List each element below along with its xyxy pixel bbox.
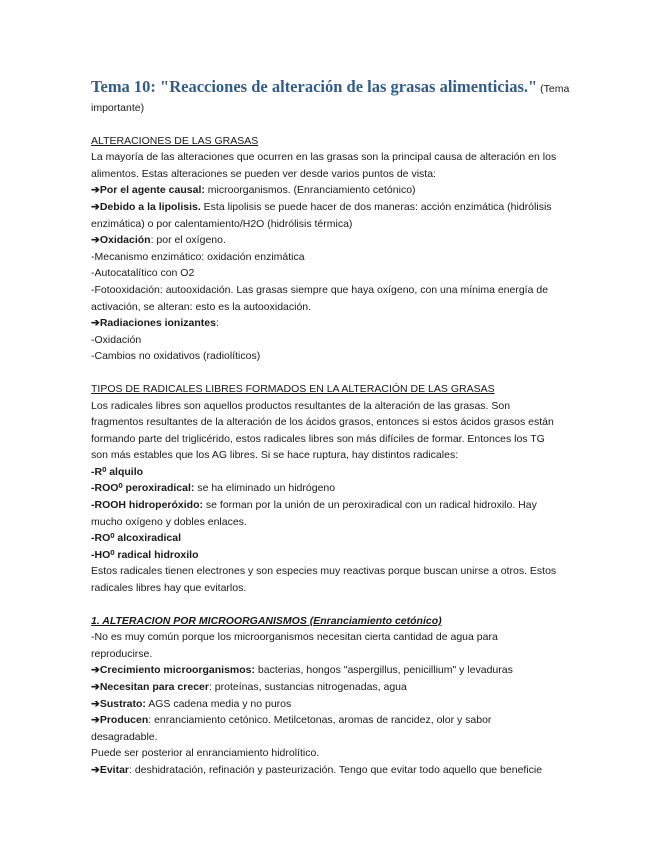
spacer	[91, 365, 571, 381]
radical-text: se ha eliminado un hidrógeno	[194, 482, 336, 495]
arrow-icon: ➔	[91, 697, 100, 710]
bullet-label: Sustrato:	[99, 697, 146, 710]
radical-item	[91, 530, 571, 547]
paragraph: alimentos. Estas alteraciones se pueden ver desde varios puntos de vista:	[91, 167, 436, 180]
spacer	[91, 117, 571, 133]
radical-label: -HO⁰ radical hidroxilo	[91, 548, 199, 561]
arrow-icon: ➔	[91, 714, 100, 727]
arrow-icon: ➔	[91, 317, 100, 330]
list-item: -Autocatalítico con O2	[91, 267, 195, 280]
list-item: -Mecanismo enzimático: oxidación enzimática	[91, 250, 305, 263]
bullet-text: AGS cadena media y no puros	[145, 697, 292, 710]
paragraph: son más estables que los AG libres. Si se hace ruptura, hay distintos radicales:	[91, 449, 459, 462]
radical-item	[91, 547, 571, 564]
paragraph: La mayoría de las alteraciones que ocurren en las grasas son la principal causa de alteración en los	[91, 151, 557, 164]
arrow-icon: ➔	[91, 681, 100, 693]
radical-label: -ROO⁰ peroxiradical:	[91, 482, 195, 495]
bullet-item	[91, 662, 571, 679]
paragraph: Puede ser posterior al enranciamiento hidrolítico.	[91, 747, 320, 760]
title-note-open: (Tema	[537, 83, 570, 95]
bullet-item	[91, 315, 571, 332]
bullet-item	[91, 696, 571, 713]
paragraph: desagradable.	[91, 730, 158, 743]
section-heading-microorganismos: 1. ALTERACION POR MICROORGANISMOS (Enranciamiento cetónico)	[91, 614, 442, 627]
paragraph: formando parte del triglicérido, estos radicales libres son más difíciles de formar. Entonces los TG	[91, 432, 545, 445]
arrow-icon: ➔	[91, 234, 100, 247]
title-main: Tema 10: "Reacciones de alteración de las grasas alimenticias."	[91, 77, 538, 96]
bullet-item	[91, 762, 571, 779]
bullet-label: Oxidación	[99, 234, 151, 247]
bullet-text: bacterias, hongos "aspergillus, penicillium" y levaduras	[255, 664, 513, 677]
paragraph: enzimática) o por calentamiento/H2O (hidrólisis térmica)	[91, 217, 353, 230]
bullet-text: microorganismos. (Enranciamiento cetónico)	[204, 184, 416, 197]
radical-item	[91, 497, 571, 514]
paragraph: activación, se alteran: esto es la autooxidación.	[91, 300, 312, 313]
arrow-icon: ➔	[91, 664, 100, 677]
bullet-text: : enranciamiento cetónico. Metilcetonas, aromas de rancidez, olor y sabor	[148, 714, 492, 727]
title-note-close: importante)	[91, 102, 145, 114]
bullet-label: Por el agente causal:	[99, 184, 205, 197]
arrow-icon: ➔	[91, 200, 100, 213]
paragraph: mucho oxígeno y dobles enlaces.	[91, 515, 247, 528]
spacer	[91, 597, 571, 613]
bullet-item	[91, 232, 571, 249]
bullet-label: Crecimiento microorganismos:	[99, 664, 256, 677]
section-heading-radicales: TIPOS DE RADICALES LIBRES FORMADOS EN LA ALTERACIÓN DE LAS GRASAS	[91, 382, 495, 395]
paragraph: Los radicales libres son aquellos productos resultantes de la alteración de las grasas. Son	[91, 399, 511, 412]
arrow-icon: ➔	[91, 184, 100, 197]
bullet-text: :	[215, 317, 219, 330]
bullet-item	[91, 679, 571, 696]
radical-item	[91, 480, 571, 497]
bullet-text: : deshidratación, refinación y pasteurización. Tengo que evitar todo aquello que beneficie	[129, 763, 543, 776]
bullet-item	[91, 712, 571, 729]
paragraph: Estos radicales tienen electrones y son especies muy reactivas porque buscan unirse a otros. Estos	[91, 565, 557, 578]
radical-text: se forman por la unión de un peroxiradical con un radical hidroxilo. Hay	[203, 499, 537, 512]
list-item: -Oxidación	[91, 333, 142, 346]
paragraph: fragmentos resultantes de la alteración de los ácidos grasos, entonces si estos ácidos grasos están	[91, 416, 554, 429]
radical-label: -R⁰ alquilo	[91, 465, 144, 478]
bullet-text: Esta lipolisis se puede hacer de dos maneras: acción enzimática (hidrólisis	[200, 200, 552, 213]
section-heading-alteraciones: ALTERACIONES DE LAS GRASAS	[91, 134, 259, 147]
radical-item	[91, 464, 571, 481]
paragraph: radicales libres hay que evitarlos.	[91, 582, 247, 595]
list-item: -Cambios no oxidativos (radiolíticos)	[91, 350, 261, 363]
bullet-label: Radiaciones ionizantes	[99, 317, 216, 330]
bullet-item	[91, 199, 571, 216]
bullet-label: Evitar	[99, 763, 129, 776]
document-title	[91, 76, 571, 100]
list-item: -Fotooxidación: autooxidación. Las grasas siempre que haya oxígeno, con una mínima energía de	[91, 283, 549, 296]
radical-label: -ROOH hidroperóxido:	[91, 499, 203, 512]
radical-label: -RO⁰ alcoxiradical	[91, 532, 181, 545]
bullet-text: : proteínas, sustancias nitrogenadas, agua	[208, 681, 407, 693]
paragraph: reproducirse.	[91, 647, 153, 660]
document-page	[91, 76, 571, 779]
bullet-item	[91, 182, 571, 199]
arrow-icon: ➔	[91, 763, 100, 776]
bullet-text: : por el oxígeno.	[150, 234, 226, 247]
bullet-label: Producen	[99, 714, 149, 727]
bullet-label: Necesitan para crecer	[99, 681, 209, 693]
bullet-label: Debido a la lipolisis.	[99, 200, 201, 213]
paragraph: -No es muy común porque los microorganismos necesitan cierta cantidad de agua para	[91, 631, 498, 644]
